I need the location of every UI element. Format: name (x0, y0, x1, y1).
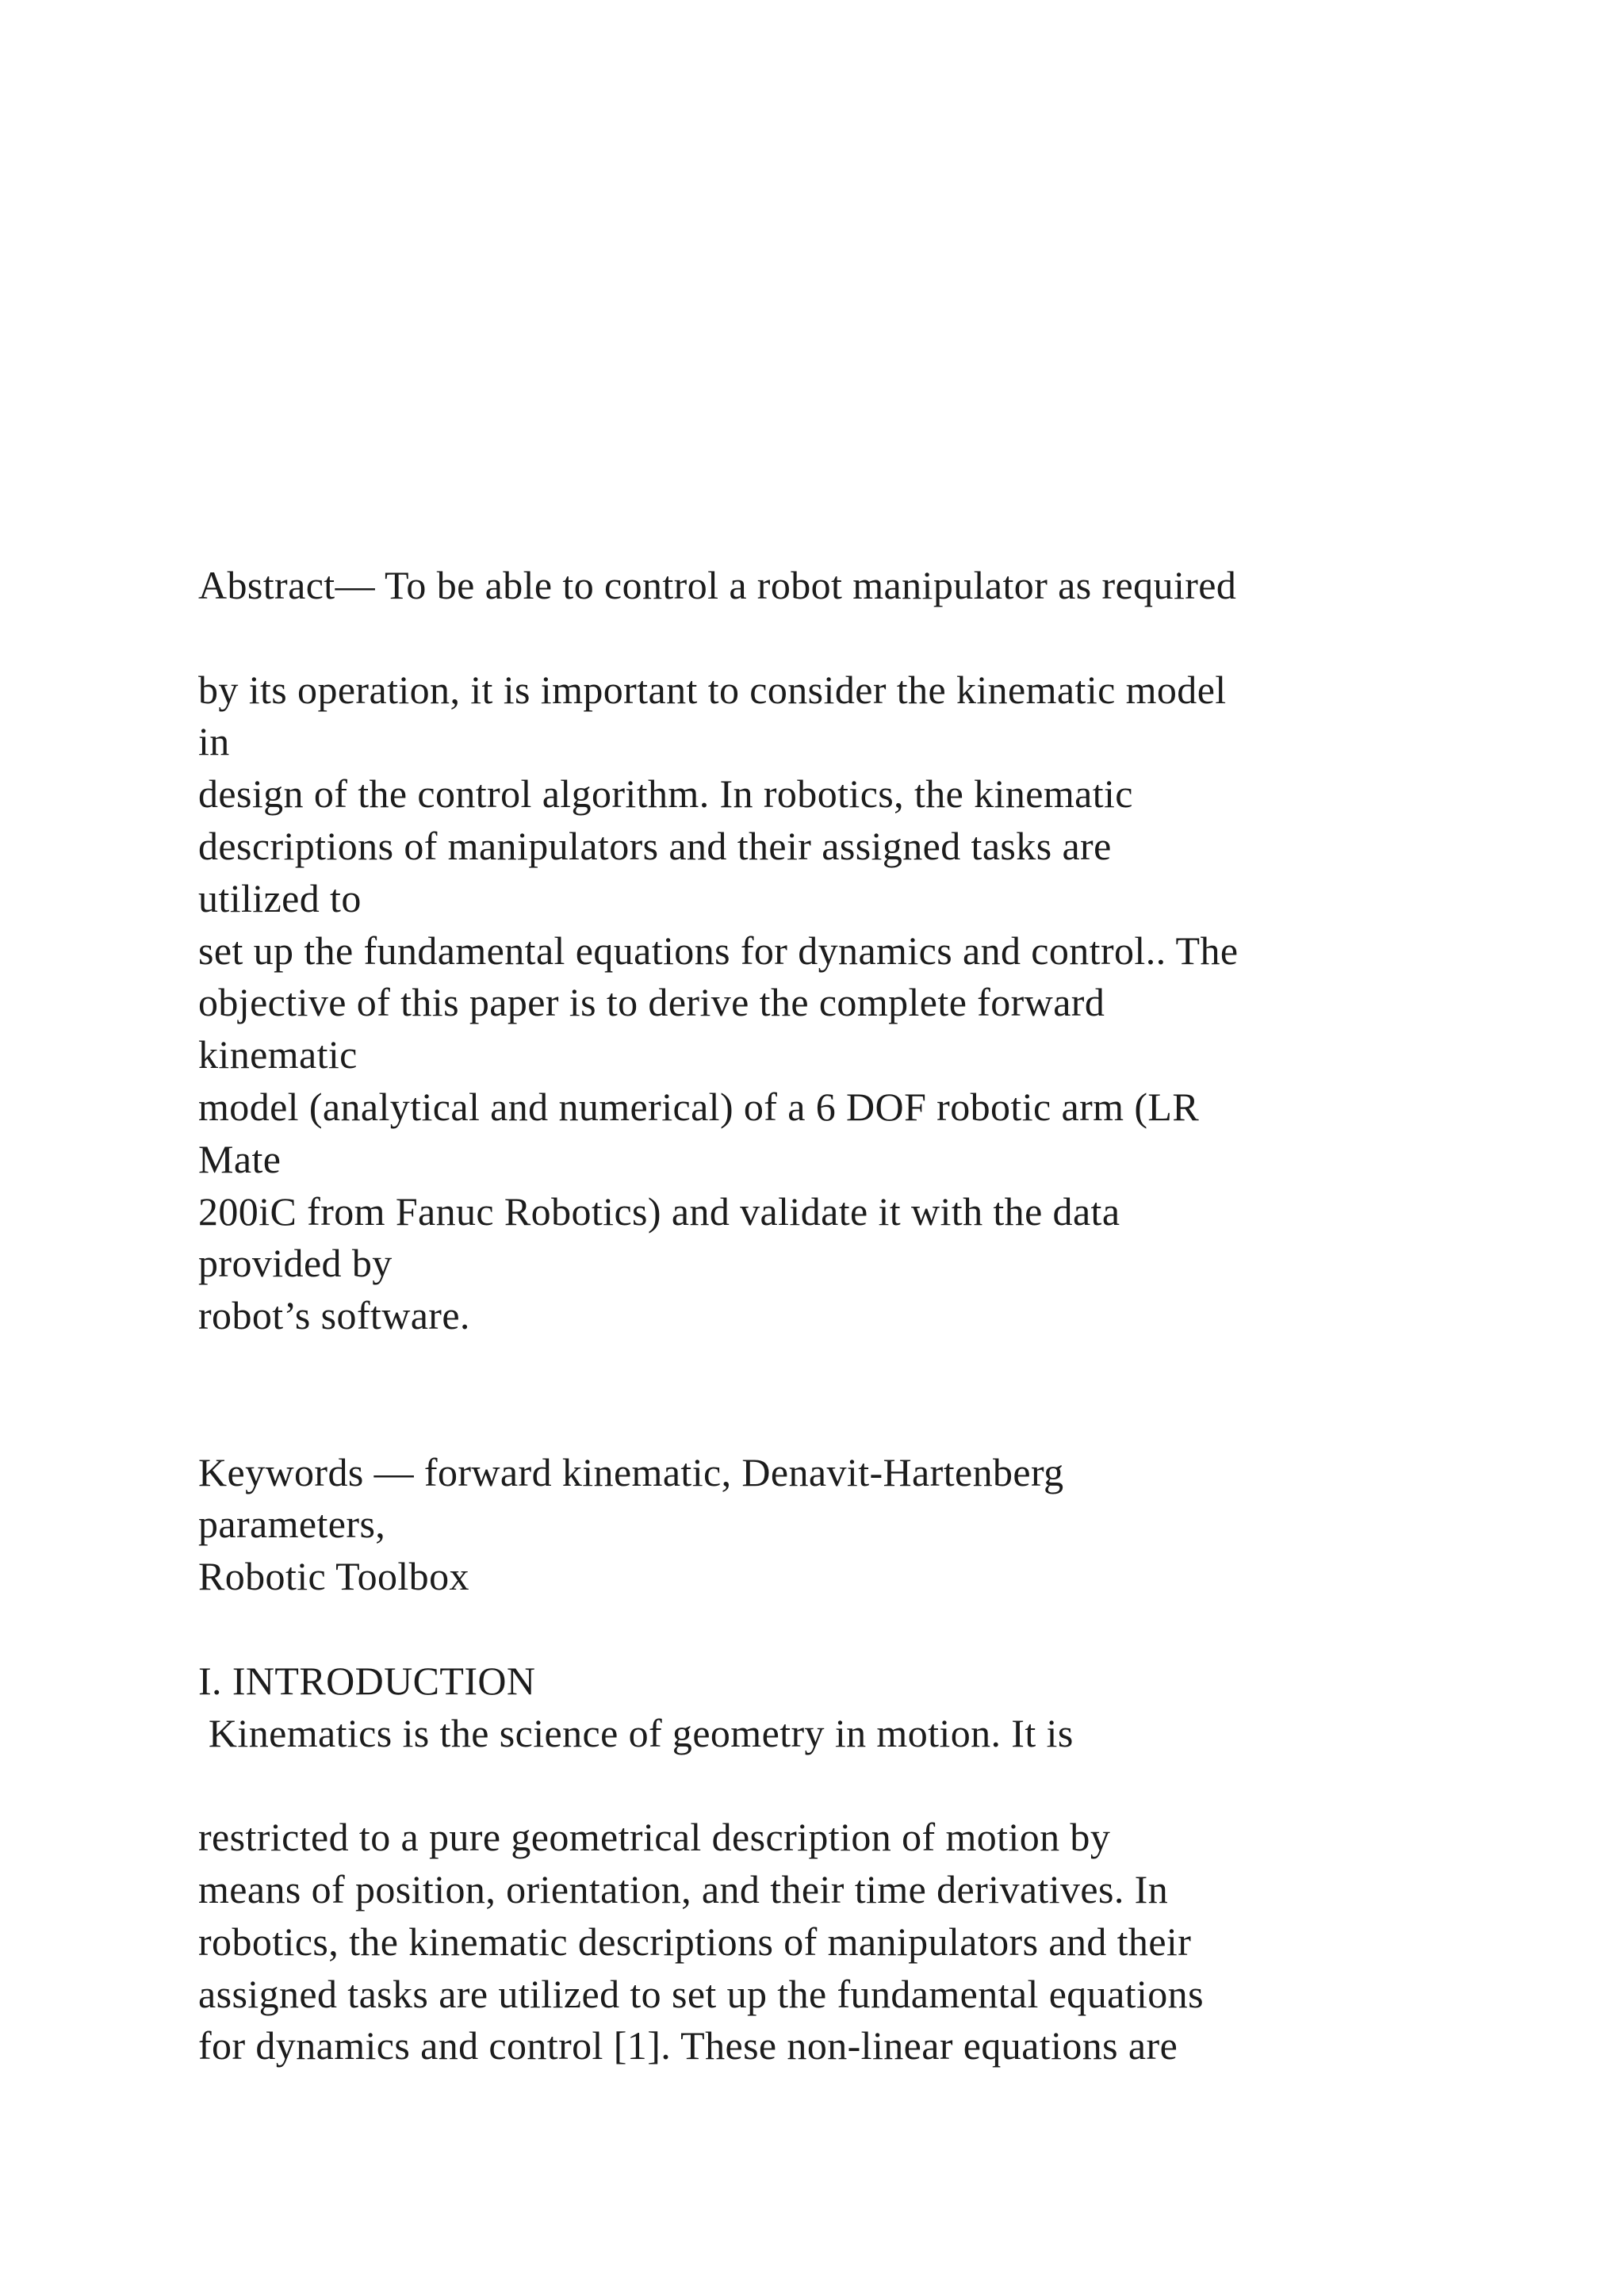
abstract-line: model (analytical and numerical) of a 6 DOF robotic arm (LR (198, 1084, 1200, 1129)
introduction-line: restricted to a pure geometrical description of motion by (198, 1815, 1111, 1860)
blank-line (198, 612, 1546, 664)
abstract-line: Mate (198, 1136, 282, 1181)
introduction-line: for dynamics and control [1]. These non-linear equations are (198, 2023, 1178, 2068)
abstract-line: descriptions of manipulators and their assigned tasks are (198, 823, 1112, 868)
introduction-line: assigned tasks are utilized to set up the fundamental equations (198, 1971, 1204, 2016)
abstract-line: 200iC from Fanuc Robotics) and validate it with the data (198, 1188, 1120, 1234)
abstract-line: Abstract— To be able to control a robot manipulator as required (198, 563, 1237, 607)
abstract-line: robot’s software. (198, 1293, 470, 1338)
abstract-line: objective of this paper is to derive the complete forward (198, 980, 1105, 1025)
abstract-line: set up the fundamental equations for dynamics and control.. The (198, 928, 1239, 973)
abstract-line: provided by (198, 1241, 393, 1286)
abstract-line: in (198, 719, 230, 764)
keywords-line: parameters, (198, 1502, 386, 1547)
abstract-line: design of the control algorithm. In robotics, the kinematic (198, 771, 1133, 817)
document-body (198, 560, 1546, 2072)
blank-line (198, 1759, 1546, 1812)
keywords-line: Robotic Toolbox (198, 1554, 469, 1599)
keywords-line: Keywords — forward kinematic, Denavit-Hartenberg (198, 1449, 1064, 1494)
abstract-line: kinematic (198, 1032, 358, 1077)
section-heading: I. INTRODUCTION (198, 1658, 536, 1703)
introduction-line: means of position, orientation, and their time derivatives. In (198, 1866, 1169, 1911)
introduction-line: Kinematics is the science of geometry in motion. It is (198, 1710, 1074, 1755)
abstract-line: utilized to (198, 875, 362, 920)
blank-line (198, 1342, 1546, 1395)
introduction-line: robotics, the kinematic descriptions of manipulators and their (198, 1919, 1192, 1964)
blank-line (198, 1395, 1546, 1447)
blank-line (198, 1603, 1546, 1655)
abstract-line: by its operation, it is important to consider the kinematic model (198, 667, 1227, 712)
